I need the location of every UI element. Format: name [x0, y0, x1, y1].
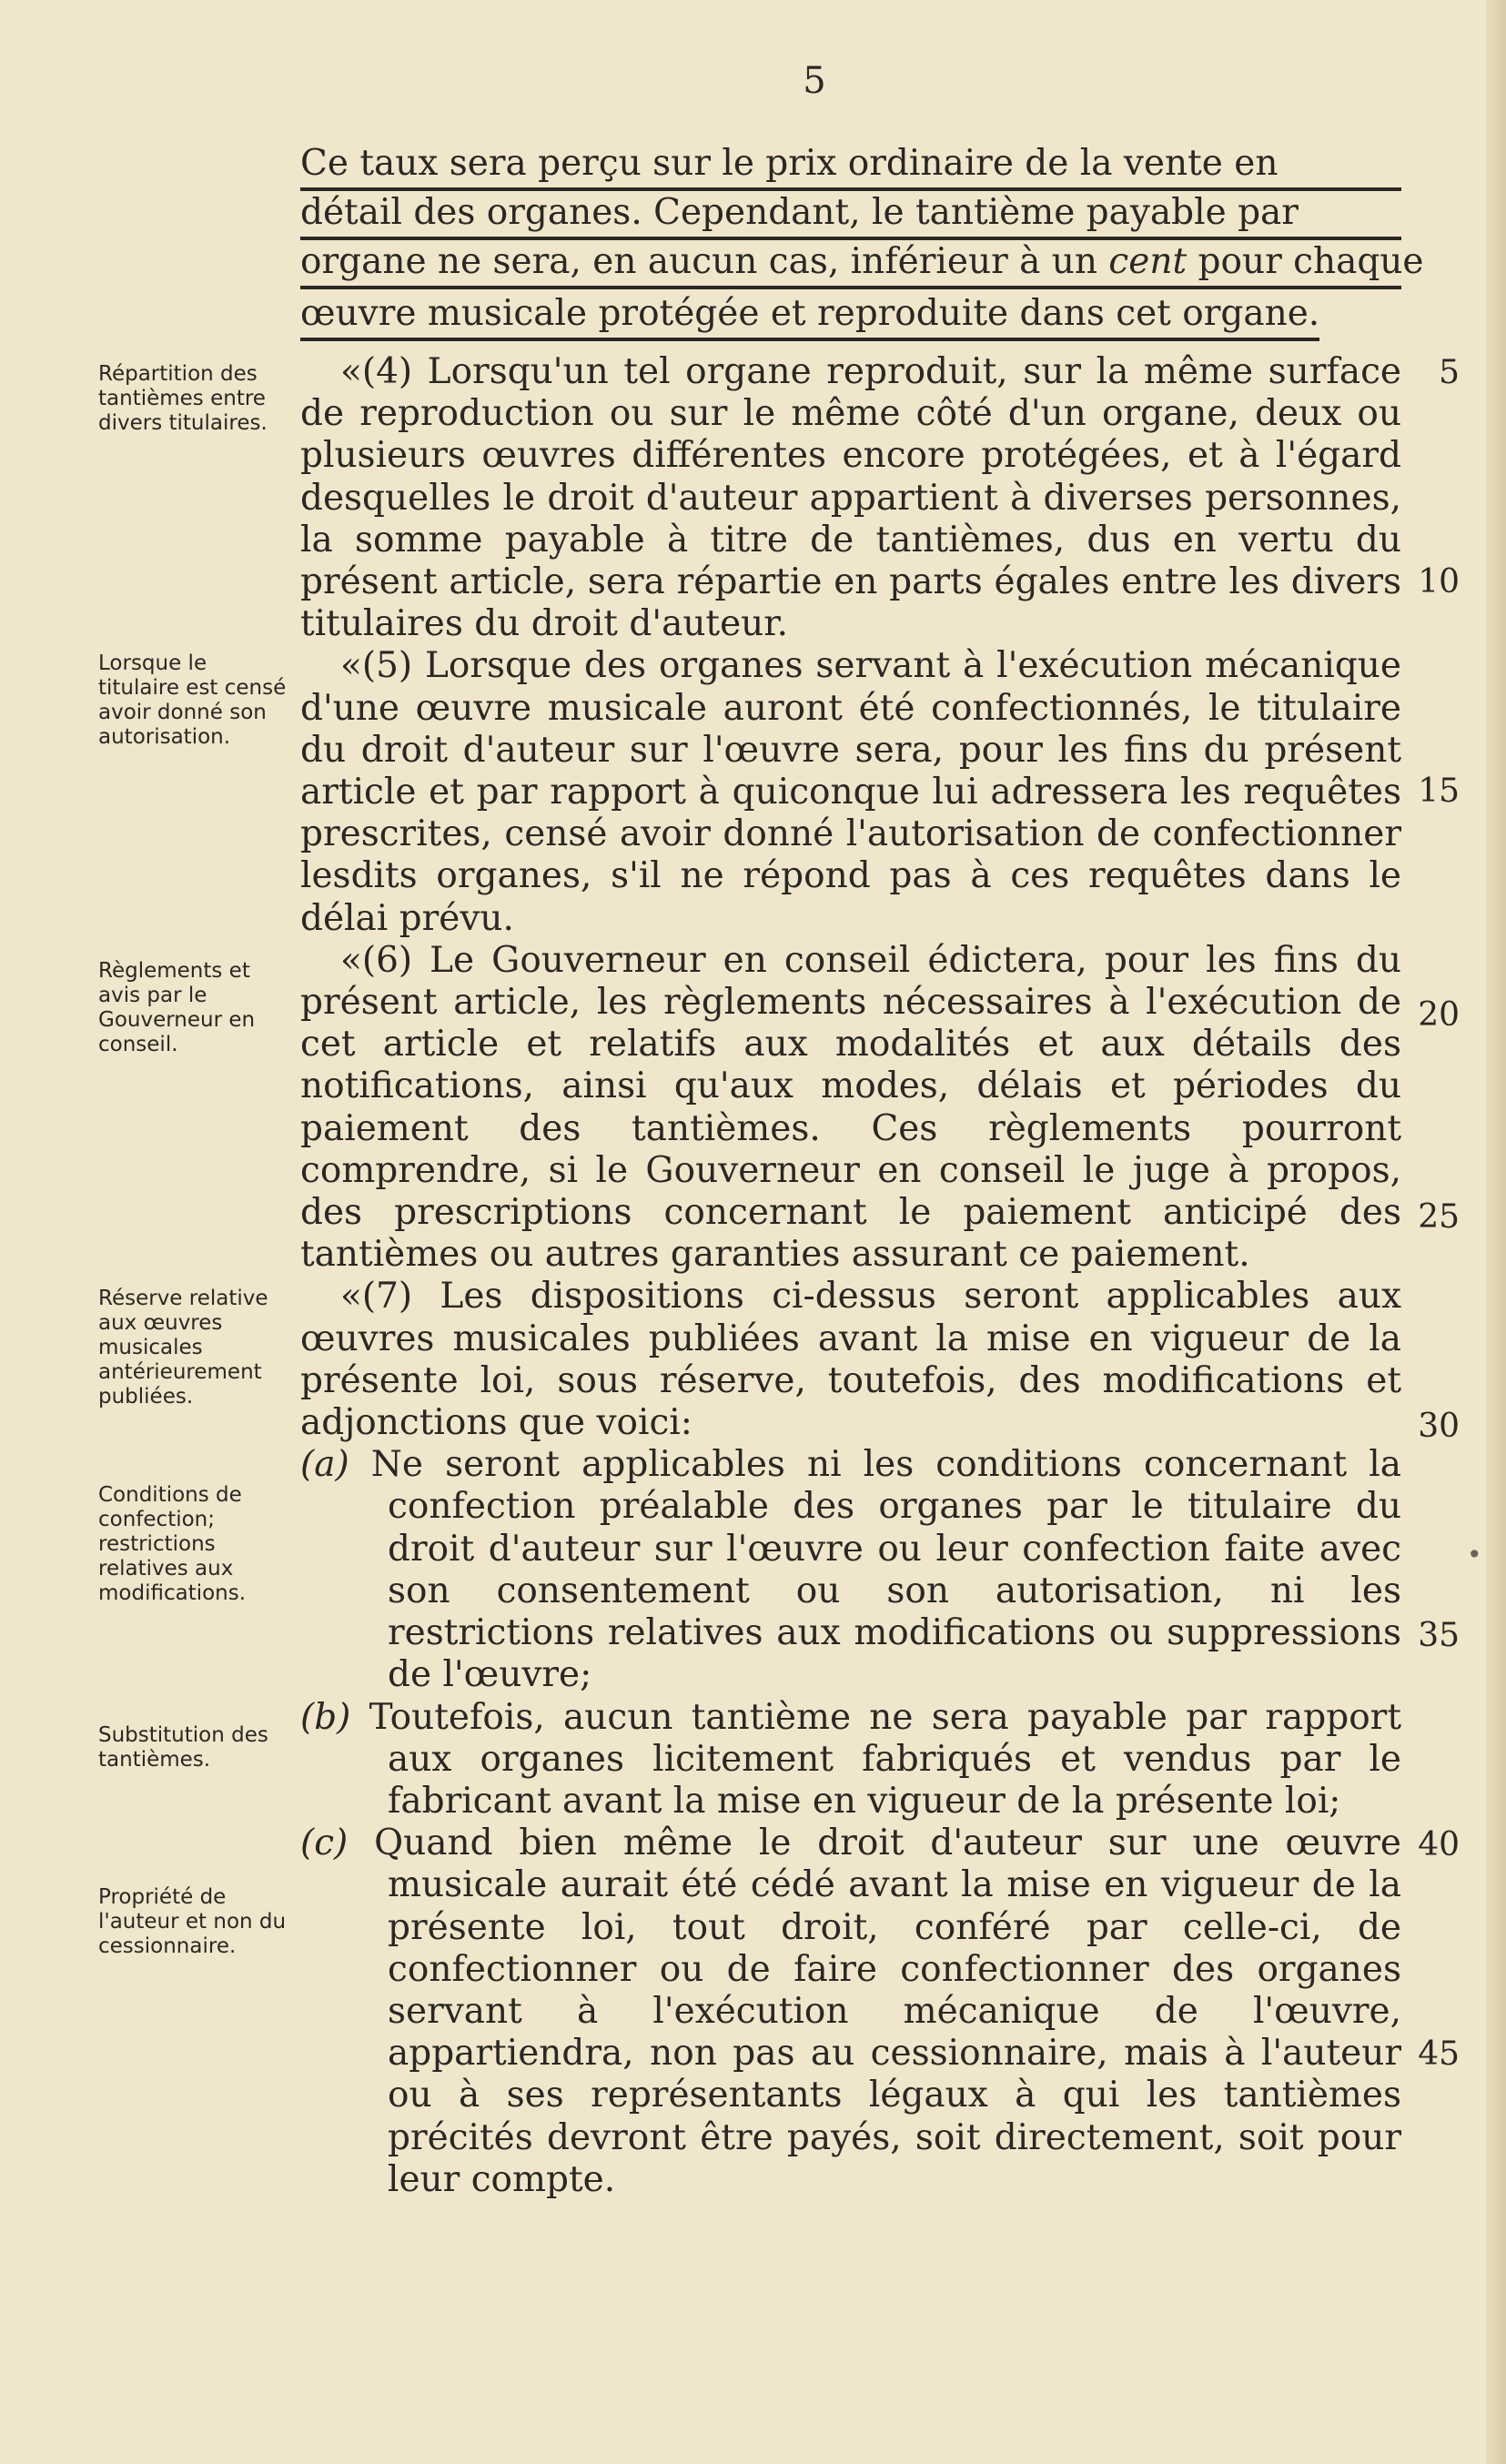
- clause-c-label: (c): [300, 1823, 349, 1864]
- page-number: 5: [803, 60, 826, 102]
- clause-a-label: (a): [300, 1444, 349, 1486]
- paragraph-7: «(7) Les dispositions ci-dessus seront applicables aux œuvres musicales publiées avant la mise en vigueur de la présente loi, sous réserve, toutefois, des modifications et adjonctions que voici:: [300, 1276, 1401, 1444]
- line-number: 25: [1418, 1198, 1460, 1236]
- margin-note-reserve: Réserve relative aux œuvres musicales antérieurement publiées.: [98, 1287, 268, 1409]
- repealed-paragraph: [300, 143, 1424, 345]
- repealed-line: détail des organes. Cependant, le tantième payable par: [300, 195, 1401, 240]
- clause-a-text: Ne seront applicables ni les conditions concernant la confection préalable des organes par le titulaire du droit d'auteur sur l'œuvre ou leur confection faite avec son consentement ou son autorisation, ni les restrictions relatives aux modifications ou suppressions de l'œuvre;: [370, 1444, 1401, 1696]
- clause-b-text: Toutefois, aucun tantième ne sera payable par rapport aux organes licitement fabriqués et vendus par le fabricant avant la mise en vigueur de la présente loi;: [369, 1696, 1401, 1822]
- paragraph-4: «(4) Lorsqu'un tel organe reproduit, sur la même surface de reproduction ou sur le même côté d'un organe, deux ou plusieurs œuvres différentes encore protégées, et à l'égard desquelles le droit d'auteur appartient à diverses personnes, la somme payable à titre de tantièmes, dus en vertu du présent article, sera répartie en parts égales entre les divers titulaires du droit d'auteur.: [300, 351, 1401, 645]
- margin-note-repartition: Répartition des tantièmes entre divers titulaires.: [98, 362, 268, 435]
- line-number: 15: [1418, 773, 1460, 810]
- line-number: 35: [1418, 1617, 1460, 1654]
- line-number: 20: [1418, 996, 1460, 1034]
- stray-mark: •: [1467, 1540, 1482, 1570]
- line-number: 10: [1418, 563, 1460, 601]
- main-text: [300, 351, 1401, 2201]
- clause-c: [300, 1823, 1401, 2201]
- margin-note-propriete: Propriété de l'auteur et non du cessionnaire.: [98, 1885, 287, 1958]
- line-number: 5: [1439, 354, 1460, 391]
- clause-b: [300, 1696, 1401, 1823]
- repealed-line: organe ne sera, en aucun cas, inférieur à un cent pour chaque: [300, 244, 1401, 289]
- italic-word: cent: [1108, 241, 1188, 282]
- line-number: 30: [1418, 1408, 1460, 1445]
- clause-c-text: Quand bien même le droit d'auteur sur une œuvre musicale aurait été cédé avant la mise en vigueur de la présente loi, tout droit, conféré par celle-ci, de confectionner ou de faire confectionner des organes servant à l'exécution mécanique de l'œuvre, appartiendra, non pas au cessionnaire, mais à l'auteur ou à ses représentants légaux à qui les tantièmes précités devront être payés, soit directement, soit pour leur compte.: [374, 1823, 1401, 2200]
- repealed-line: Ce taux sera perçu sur le prix ordinaire de la vente en: [300, 146, 1401, 191]
- margin-note-substitution: Substitution des tantièmes.: [98, 1723, 268, 1772]
- clause-b-label: (b): [300, 1696, 351, 1738]
- clause-a: [300, 1444, 1401, 1696]
- margin-note-reglements: Règlements et avis par le Gouverneur en conseil.: [98, 959, 256, 1056]
- margin-note-conditions: Conditions de confection; restrictions relatives aux modifications.: [98, 1483, 247, 1605]
- repealed-line: œuvre musicale protégée et reproduite dans cet organe.: [300, 296, 1319, 341]
- line-number: 45: [1418, 2035, 1460, 2073]
- line-number: 40: [1418, 1826, 1460, 1863]
- page-edge: [1486, 0, 1506, 2464]
- paragraph-6: «(6) Le Gouverneur en conseil édictera, pour les fins du présent article, les règlements nécessaires à l'exécution de cet article et relatifs aux modalités et aux détails des notifications, ainsi qu'aux modes, délais et périodes du paiement des tantièmes. Ces règlements pourront comprendre, si le Gouverneur en conseil le juge à propos, des prescriptions concernant le paiement anticipé des tantièmes ou autres garanties assurant ce paiement.: [300, 939, 1401, 1276]
- paragraph-5: «(5) Lorsque des organes servant à l'exécution mécanique d'une œuvre musicale auront été confectionnés, le titulaire du droit d'auteur sur l'œuvre sera, pour les fins du présent article et par rapport à quiconque lui adressera les requêtes prescrites, censé avoir donné l'autorisation de confectionner lesdits organes, s'il ne répond pas à ces requêtes dans le délai prévu.: [300, 645, 1401, 939]
- margin-note-autorisation: Lorsque le titulaire est censé avoir donné son autorisation.: [98, 651, 287, 749]
